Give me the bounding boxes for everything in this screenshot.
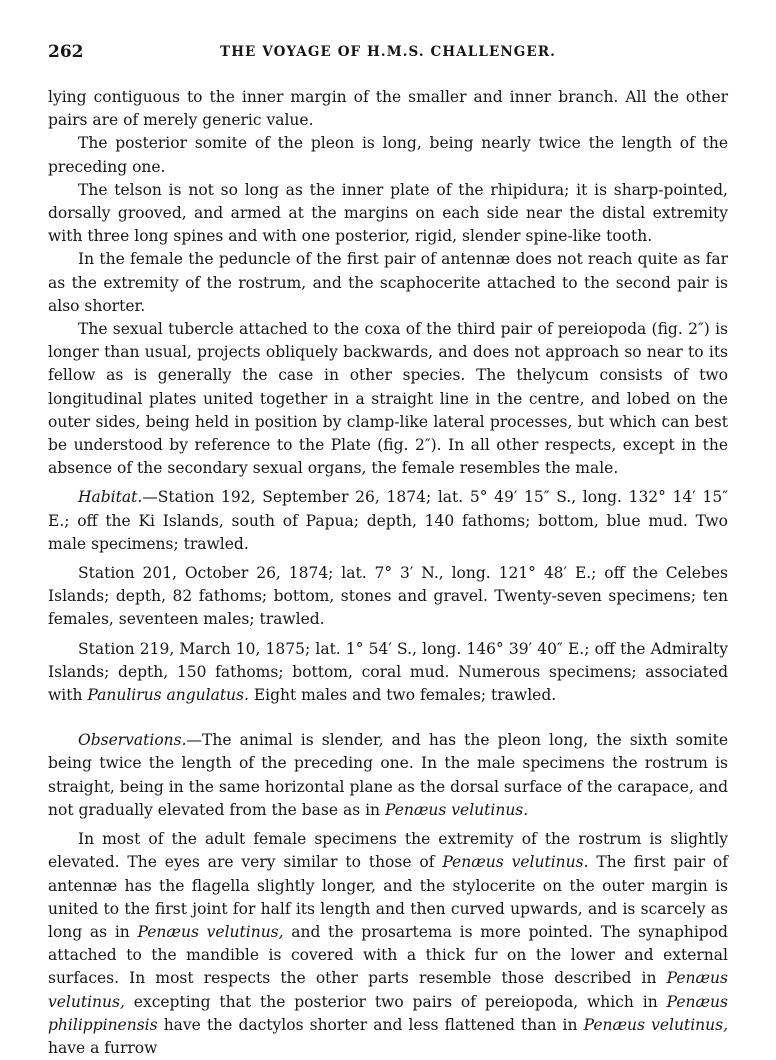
body-text [48,86,728,1060]
species-name: Penæus velutinus. [384,800,529,819]
page-number: 262 [48,42,84,62]
text-run: have a furrow [48,1038,158,1057]
observations-text: —The animal is slender, and has the pleon long, the sixth somite being twice the length of the preceding one. In the male specimens the rostrum is straight, being in the same horizontal plane as the dorsal surface of the carapace, and not gradually elevated from the base as in [48,731,728,819]
paragraph-posterior-somite: The posterior somite of the pleon is long, being nearly twice the length of the preceding one. [48,134,728,176]
species-name: Penæus velutinus. [442,853,589,872]
species-name: Penæus philippinensis [48,992,728,1034]
text-run: The first pair of antennæ has the flagella slightly longer, and the stylocerite on the outer margin is united to the first joint for half its length and then curved upwards, and is scarcely as long as in [48,853,728,941]
text-run: In most of the adult female specimens the extremity of the rostrum is slightly elevated. The eyes are very similar to those of [48,830,728,872]
text-run: and the prosartema is more pointed. The synaphipod attached to the mandible is covered with a thick fur on the lower and external surfaces. In most respects the other parts resemble those described in [48,922,728,988]
text-run: excepting that the posterior two pairs of pereiopoda, which in [124,992,667,1011]
station-219-text-end: Eight males and two females; trawled. [248,686,557,705]
paragraph-observations [48,729,728,822]
paragraph-sexual-tubercle: The sexual tubercle attached to the coxa of the third pair of pereiopoda (fig. 2″) is longer than usual, projects obliquely backwards, and does not approach so near to its fellow as is generally the case in other species. The thelycum consists of two longitudinal plates united together in a straight line in the centre, and lobed on the outer sides, being held in position by clamp-like lateral processes, but which can best be understood by reference to the Plate (fig. 2″). In all other respects, except in the absence of the secondary sexual organs, the female resembles the male. [48,320,728,478]
habitat-text: —Station 192, September 26, 1874; lat. 5° 49′ 15″ S., long. 132° 14′ 15″ E.; off the Ki Islands, south of Papua; depth, 140 fathoms; bottom, blue mud. Two male specimens; trawled. [48,488,728,553]
species-name: Penæus velutinus, [583,1015,728,1034]
habitat-label: Habitat. [78,488,143,507]
running-title: THE VOYAGE OF H.M.S. CHALLENGER. [220,44,556,60]
paragraph-habitat [48,486,728,556]
paragraph-station-219 [48,638,728,708]
station-219-text: Station 219, March 10, 1875; lat. 1° 54′ S., long. 146° 39′ 40″ E.; off the Admiralty Islands; depth, 150 fathoms; bottom, coral mud. Numerous specimens; associated with [48,639,728,705]
species-name: Penæus velutinus, [137,922,284,941]
species-name: Penæus velutinus, [48,969,728,1011]
paragraph-female-peduncle: In the female the peduncle of the first pair of antennæ does not reach quite as far as the extremity of the rostrum, and the scaphocerite attached to the second pair is also shorter. [48,250,728,315]
page-header [48,42,728,66]
text-run: have the dactylos shorter and less flattened than in [157,1015,584,1034]
paragraph-telson: The telson is not so long as the inner plate of the rhipidura; it is sharp-pointed, dorsally grooved, and armed at the margins on each side near the distal extremity with three long spines and with one posterior, rigid, slender spine-like tooth. [48,180,728,246]
paragraph-continuation: lying contiguous to the inner margin of the smaller and inner branch. All the other pairs are of merely generic value. [48,88,728,130]
species-name: Panulirus angulatus. [87,686,249,705]
observations-label: Observations. [78,731,187,750]
paragraph-adult-female [48,828,728,1060]
paragraph-station-201: Station 201, October 26, 1874; lat. 7° 3′ N., long. 121° 48′ E.; off the Celebes Islands; depth, 82 fathoms; bottom, stones and gravel. Twenty-seven specimens; ten females, seventeen males; trawled. [48,564,728,629]
